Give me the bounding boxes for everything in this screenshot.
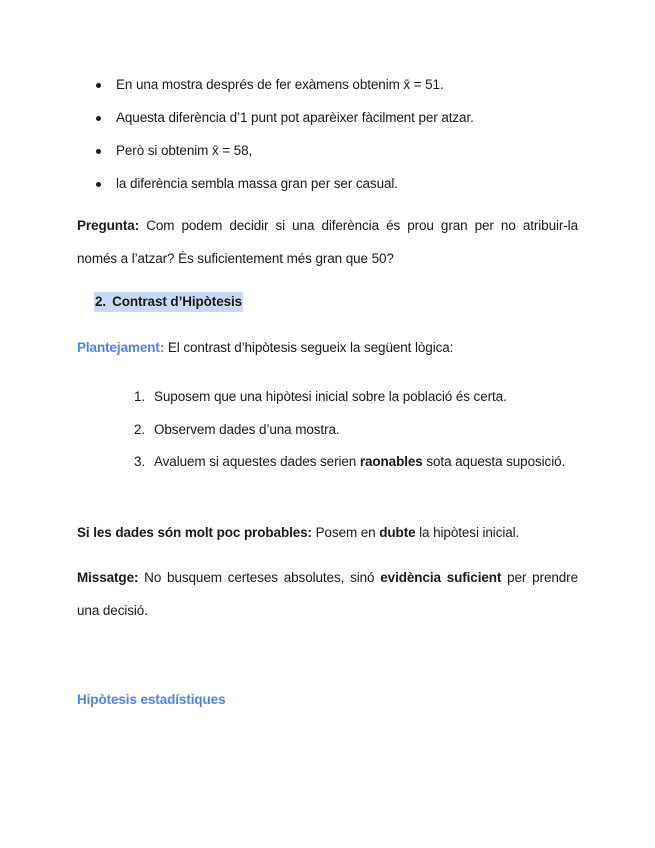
plantejament-text: El contrast d’hipòtesis segueix la següent lògica:: [164, 340, 454, 355]
list-item: [134, 381, 578, 414]
bullet-text: Aquesta diferència d’1 punt pot aparèixer fàcilment per atzar.: [116, 110, 474, 125]
list-item: [96, 174, 576, 207]
missatge-paragraph: [77, 562, 578, 627]
list-item: [96, 108, 576, 141]
section-title-hipotesis: Hipòtesis estadístiques: [77, 692, 226, 707]
plantejament-label: Plantejament:: [77, 340, 165, 355]
step-text-after: sota aquesta suposició.: [422, 454, 566, 469]
missatge-bold: evidència suficient: [380, 570, 502, 585]
si-dades-label: Si les dades són molt poc probables:: [77, 525, 312, 540]
bullet-text: En una mostra després de fer exàmens obtenim x̄ = 51.: [116, 77, 444, 92]
list-number: 3.: [134, 454, 146, 469]
bullet-dot-icon: [96, 149, 101, 154]
step-text: Observem dades d’una mostra.: [154, 421, 340, 437]
bullet-dot-icon: [96, 116, 101, 121]
missatge-label: Missatge:: [77, 570, 139, 585]
plantejament-paragraph: [77, 332, 578, 365]
heading-number: 2.: [95, 294, 107, 309]
pregunta-label: Pregunta:: [77, 218, 140, 233]
missatge-text-after: per prendre una decisió.: [77, 570, 578, 618]
si-dades-paragraph: [77, 517, 578, 550]
heading-title: Contrast d’Hipòtesis: [112, 294, 243, 309]
si-dades-text-after: la hipòtesi inicial.: [415, 525, 520, 540]
list-item: [134, 414, 578, 447]
numbered-list: [134, 381, 578, 479]
bullet-list: [96, 75, 576, 207]
bullet-dot-icon: [96, 83, 101, 88]
bullet-dot-icon: [96, 182, 101, 187]
step-text: Suposem que una hipòtesi inicial sobre la població és certa.: [154, 389, 507, 404]
step-text-before: Avaluem si aquestes dades serien: [154, 454, 360, 469]
bullet-text: Però si obtenim x̄ = 58,: [116, 143, 253, 158]
pregunta-text: Com podem decidir si una diferència és prou gran per no atribuir-la només a l’atzar? És suficientement més gran que 50?: [77, 218, 578, 266]
list-number: 2.: [134, 421, 146, 437]
si-dades-bold: dubte: [379, 525, 416, 540]
section-heading-contrast: [94, 292, 243, 312]
bullet-text: la diferència sembla massa gran per ser casual.: [116, 176, 398, 191]
step-bold-word: raonables: [359, 454, 423, 469]
list-item: [96, 141, 576, 174]
missatge-text-before: No busquem certeses absolutes, sinó: [138, 570, 381, 585]
list-item: [134, 446, 578, 479]
pregunta-paragraph: [77, 210, 578, 275]
si-dades-text-before: Posem en: [311, 525, 380, 540]
list-item: [96, 75, 576, 108]
list-number: 1.: [134, 389, 146, 404]
